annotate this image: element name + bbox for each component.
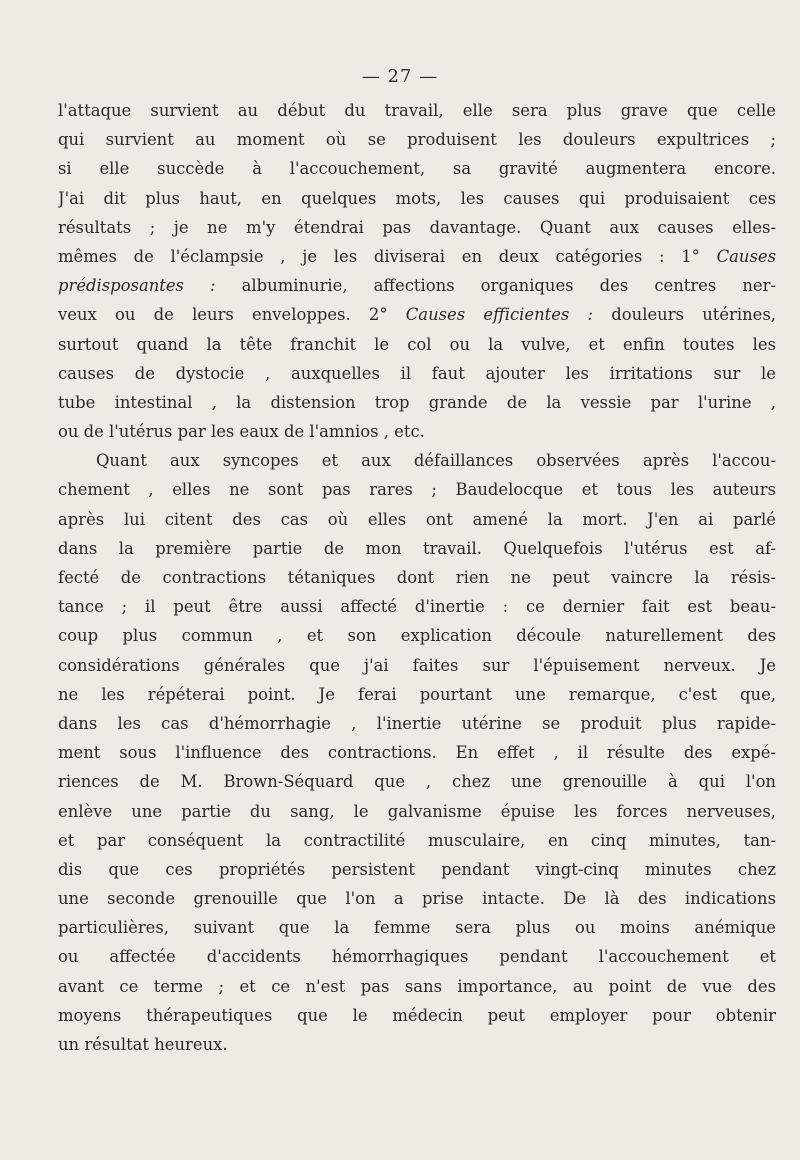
text-line	[58, 154, 776, 183]
text-line	[58, 96, 776, 125]
text-line	[58, 592, 776, 621]
text-segment: riences de M. Brown-Séquard que , chez une grenouille à qui l'on	[58, 772, 776, 792]
text-segment: douleurs utérines,	[593, 305, 776, 325]
italic-text: Causes	[716, 246, 776, 266]
text-line	[58, 651, 776, 680]
text-line	[58, 505, 776, 534]
text-segment: ou de l'utérus par les eaux de l'amnios , etc.	[58, 422, 425, 442]
text-segment: Quant aux syncopes et aux défaillances observées après l'accou-	[96, 451, 776, 471]
text-segment: causes de dystocie , auxquelles il faut ajouter les irritations sur le	[58, 363, 776, 383]
text-segment: enlève une partie du sang, le galvanisme épuise les forces nerveuses,	[58, 801, 776, 821]
text-line	[58, 1001, 776, 1030]
text-line	[58, 125, 776, 154]
text-line	[58, 359, 776, 388]
text-segment: fecté de contractions tétaniques dont rien ne peut vaincre la résis-	[58, 568, 776, 587]
text-line	[58, 680, 776, 709]
text-line	[58, 417, 776, 446]
italic-text: prédisposantes :	[58, 276, 216, 296]
text-line	[58, 446, 776, 475]
text-segment: tance ; il peut être aussi affecté d'inertie : ce dernier fait est beau-	[58, 597, 776, 617]
text-segment: mêmes de l'éclampsie , je les diviserai en deux catégories : 1°	[58, 246, 717, 266]
text-segment: l'attaque survient au début du travail, elle sera plus grave que celle	[58, 101, 776, 120]
text-line	[58, 330, 776, 359]
text-segment: ment sous l'influence des contractions. En effet , il résulte des expé-	[58, 743, 776, 763]
text-segment: considérations générales que j'ai faites sur l'épuisement nerveux. Je	[58, 655, 776, 675]
text-line	[58, 563, 776, 592]
text-segment: dis que ces propriétés persistent pendant vingt-cinq minutes chez	[58, 859, 776, 879]
text-line	[58, 709, 776, 738]
text-line	[58, 884, 776, 913]
text-line	[58, 475, 776, 504]
text-segment: tube intestinal , la distension trop grande de la vessie par l'urine ,	[58, 392, 776, 412]
text-segment: ou affectée d'accidents hémorrhagiques pendant l'accouchement et	[58, 947, 776, 967]
text-segment: J'ai dit plus haut, en quelques mots, les causes qui produisaient ces	[58, 188, 776, 208]
text-line	[58, 797, 776, 826]
text-line	[58, 300, 776, 329]
text-segment: ne les répéterai point. Je ferai pourtant une remarque, c'est que,	[58, 684, 776, 704]
text-segment: surtout quand la tête franchit le col ou la vulve, et enfin toutes les	[58, 334, 776, 354]
text-line	[58, 242, 776, 271]
text-segment: qui survient au moment où se produisent les douleurs expultrices ;	[58, 130, 776, 150]
text-segment: dans les cas d'hémorrhagie , l'inertie utérine se produit plus rapide-	[58, 713, 776, 733]
text-segment: dans la première partie de mon travail. Quelquefois l'utérus est af-	[58, 538, 776, 558]
text-segment: particulières, suivant que la femme sera plus ou moins anémique	[58, 918, 776, 938]
text-line	[58, 767, 776, 796]
text-segment: moyens thérapeutiques que le médecin peut employer pour obtenir	[58, 1005, 776, 1025]
text-line	[58, 913, 776, 942]
text-segment: chement , elles ne sont pas rares ; Baudelocque et tous les auteurs	[58, 480, 776, 500]
text-segment: une seconde grenouille que l'on a prise intacte. De là des indications	[58, 889, 776, 909]
text-line	[58, 213, 776, 242]
body-text	[58, 96, 776, 1059]
text-line	[58, 184, 776, 213]
text-segment: après lui citent des cas où elles ont amené la mort. J'en ai parlé	[58, 509, 776, 529]
text-line	[58, 621, 776, 650]
text-line	[58, 1030, 776, 1059]
text-segment: un résultat heureux.	[58, 1035, 228, 1054]
text-line	[58, 534, 776, 563]
page-number: — 27 —	[361, 66, 439, 87]
text-segment: avant ce terme ; et ce n'est pas sans importance, au point de vue des	[58, 976, 776, 996]
text-line	[58, 738, 776, 767]
text-line	[58, 942, 776, 971]
text-segment: résultats ; je ne m'y étendrai pas davantage. Quant aux causes elles-	[58, 217, 776, 237]
italic-text: Causes efficientes :	[405, 305, 594, 325]
text-segment: coup plus commun , et son explication découle naturellement des	[58, 626, 776, 646]
text-line	[58, 271, 776, 300]
text-line	[58, 972, 776, 1001]
text-segment: et par conséquent la contractilité musculaire, en cinq minutes, tan-	[58, 830, 776, 850]
text-segment: veux ou de leurs enveloppes. 2°	[58, 305, 406, 325]
text-line	[58, 855, 776, 884]
text-line	[58, 826, 776, 855]
text-segment: si elle succède à l'accouchement, sa gravité augmentera encore.	[58, 159, 776, 179]
text-segment: albuminurie, affections organiques des centres ner-	[215, 276, 776, 296]
text-line	[58, 388, 776, 417]
